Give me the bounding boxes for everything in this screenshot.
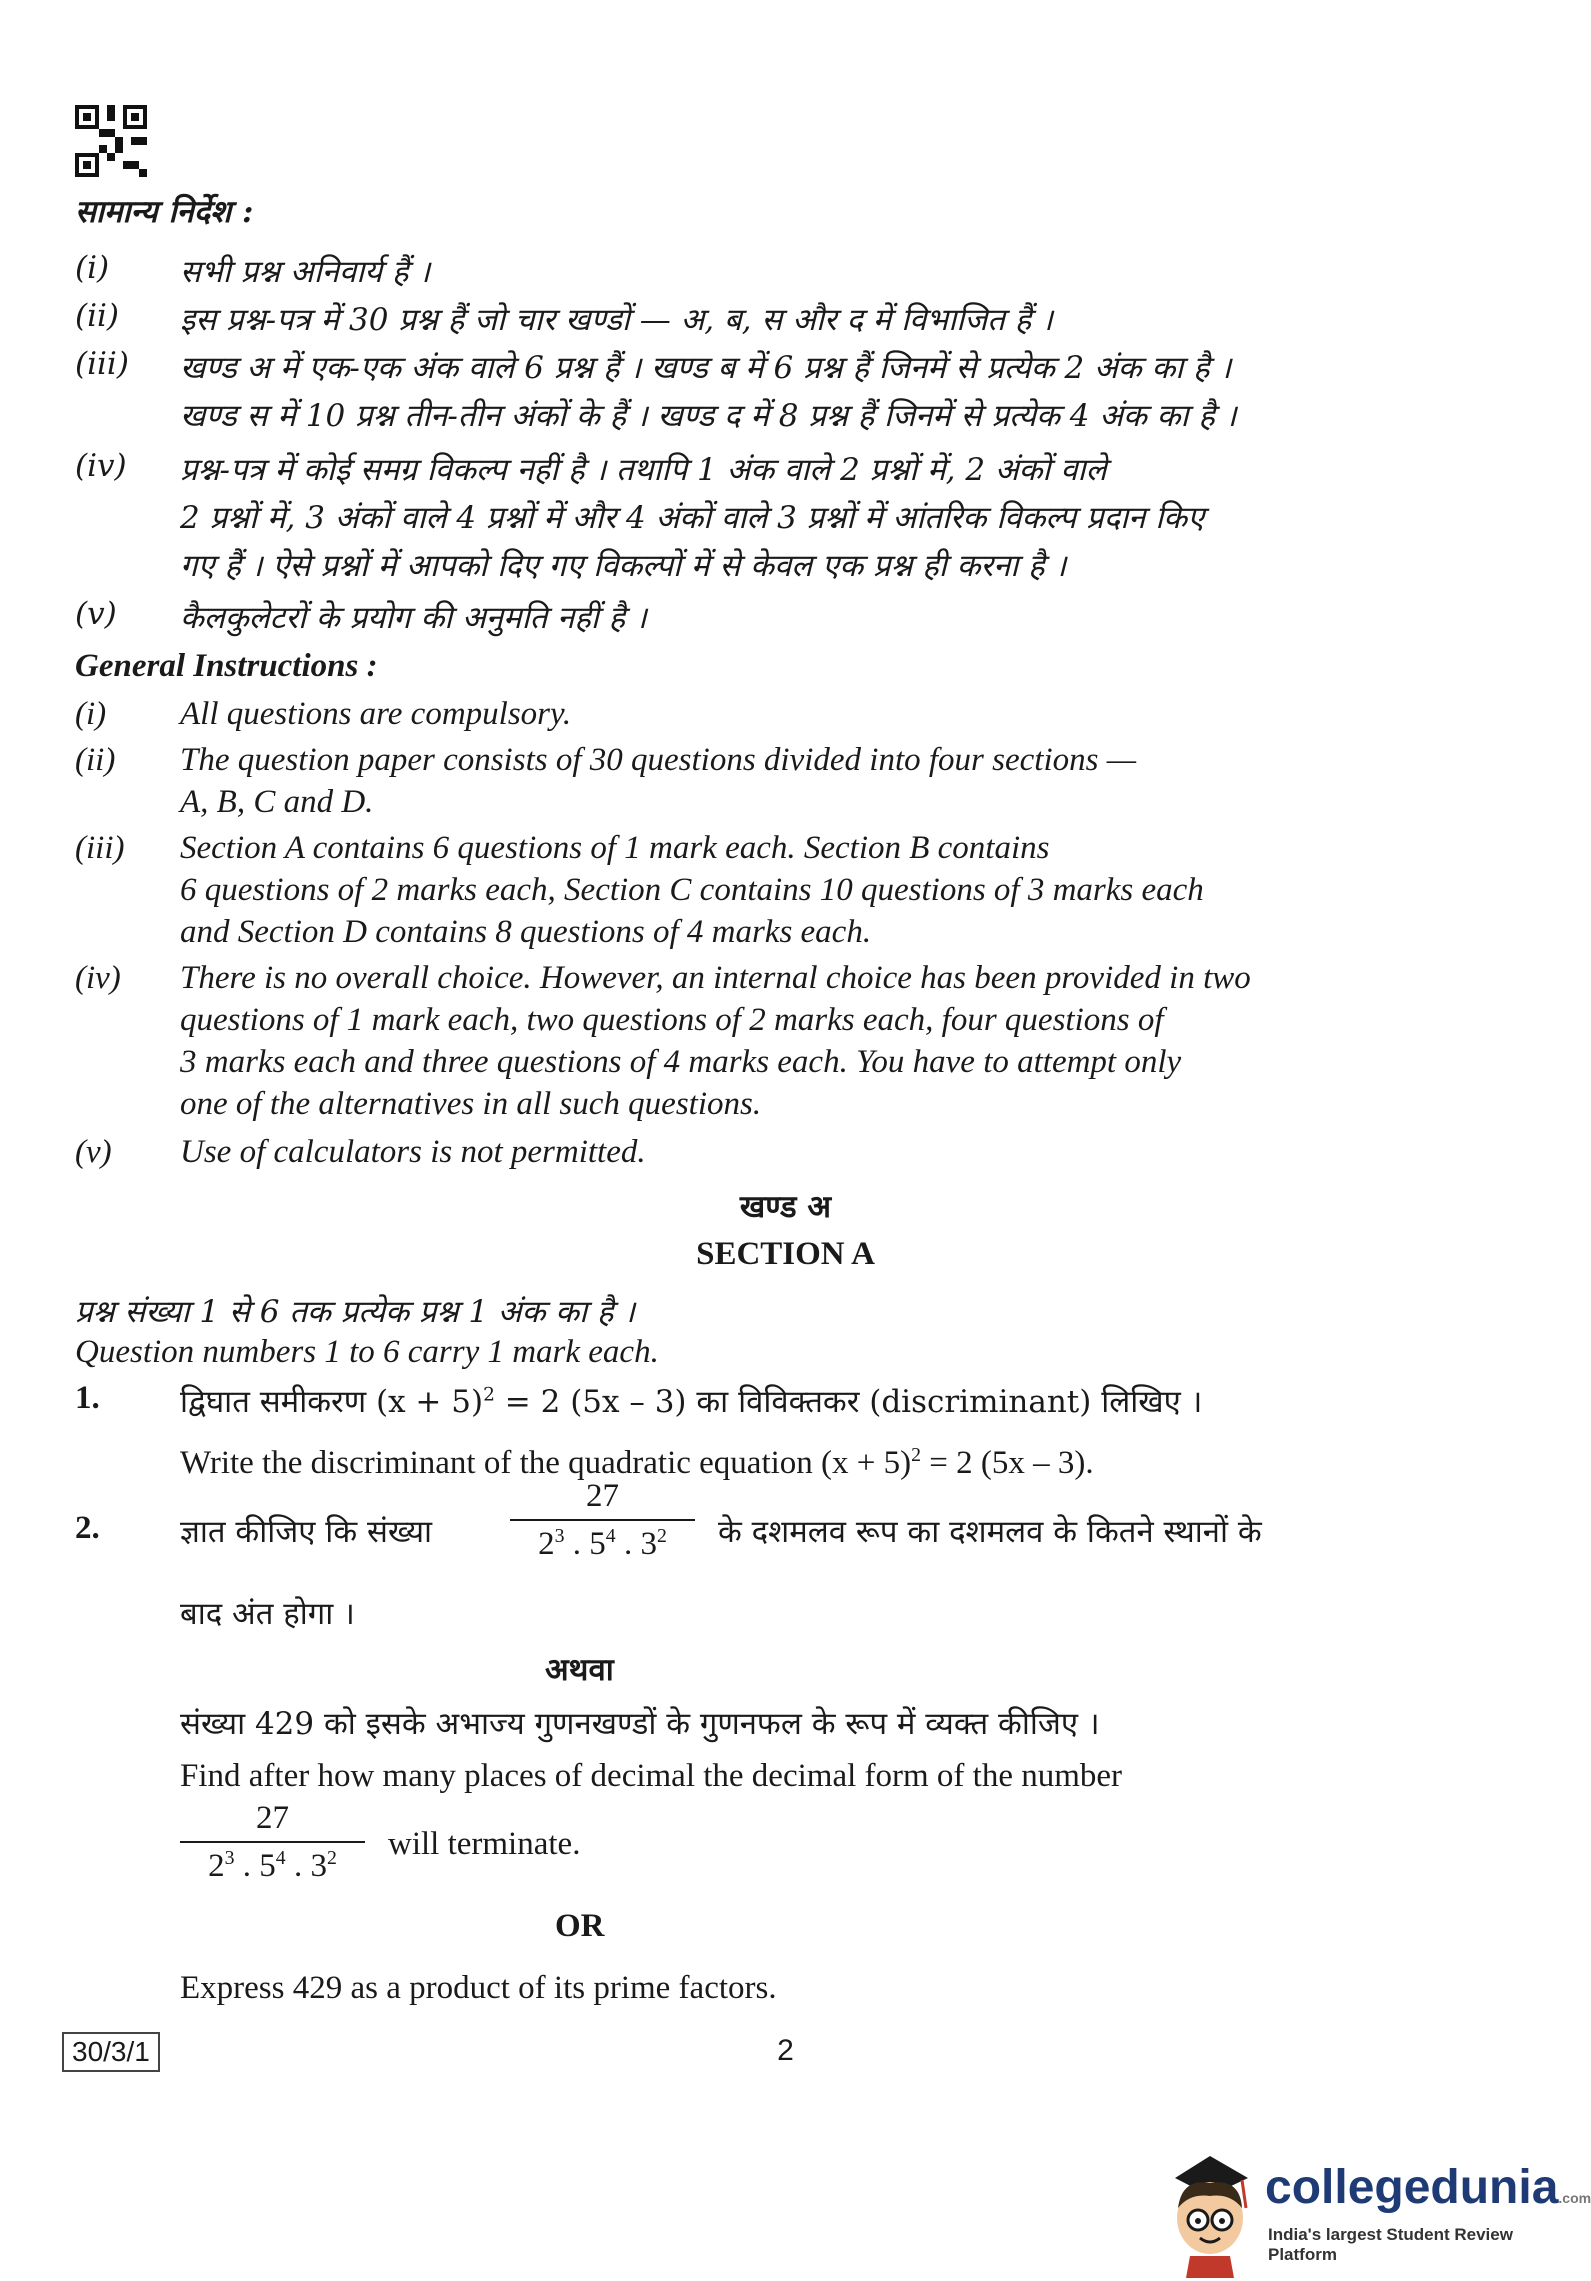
english-item-text: Use of calculators is not permitted. bbox=[180, 1134, 646, 1170]
english-item-num: (ii) bbox=[75, 742, 116, 778]
hindi-item-text: खण्ड स में 10 प्रश्न तीन-तीन अंकों के हैं । खण्ड द में 8 प्रश्न हैं जिनमें से प्रत्येक 4 अंक का है । bbox=[180, 398, 1237, 434]
hindi-item-num: (i) bbox=[75, 250, 110, 286]
q2-hindi-text: के दशमलव रूप का दशमलव के कितने स्थानों के bbox=[718, 1514, 1262, 1550]
q2-english-text: will terminate. bbox=[388, 1826, 581, 1862]
hindi-item-num: (v) bbox=[75, 596, 117, 632]
english-instructions-title: General Instructions : bbox=[75, 648, 378, 684]
section-hindi-title: खण्ड अ bbox=[739, 1189, 832, 1225]
or-english: OR bbox=[555, 1908, 605, 1944]
q2-hindi-text: ज्ञात कीजिए कि संख्या bbox=[180, 1514, 433, 1550]
english-item-text: A, B, C and D. bbox=[180, 784, 374, 820]
section-english-note: Question numbers 1 to 6 carry 1 mark each. bbox=[75, 1334, 659, 1370]
english-item-num: (v) bbox=[75, 1134, 112, 1170]
hindi-item-text: खण्ड अ में एक-एक अंक वाले 6 प्रश्न हैं । खण्ड ब में 6 प्रश्न हैं जिनमें से प्रत्येक 2 अंक का है । bbox=[180, 350, 1232, 386]
qr-code bbox=[75, 105, 147, 177]
collegedunia-tagline: India's largest Student Review Platform bbox=[1268, 2225, 1513, 2264]
section-hindi-note: प्रश्न संख्या 1 से 6 तक प्रत्येक प्रश्न 1 अंक का है । bbox=[75, 1294, 636, 1330]
hindi-item-num: (iii) bbox=[75, 346, 129, 382]
q2-english-alt: Express 429 as a product of its prime factors. bbox=[180, 1970, 777, 2006]
english-item-text: questions of 1 mark each, two questions of 2 marks each, four questions of bbox=[180, 1002, 1164, 1038]
hindi-item-text: 2 प्रश्नों में, 3 अंकों वाले 4 प्रश्नों में और 4 अंकों वाले 3 प्रश्नों में आंतरिक विकल्प प्रदान किए bbox=[180, 500, 1205, 536]
question-number: 2. bbox=[75, 1510, 100, 1546]
q2-hindi-alt: संख्या 429 को इसके अभाज्य गुणनखण्डों के गुणनफल के रूप में व्यक्त कीजिए । bbox=[180, 1706, 1100, 1742]
english-item-num: (i) bbox=[75, 696, 107, 732]
hindi-item-text: कैलकुलेटरों के प्रयोग की अनुमति नहीं है । bbox=[180, 600, 647, 636]
page-number: 2 bbox=[777, 2034, 794, 2067]
hindi-item-num: (ii) bbox=[75, 298, 120, 334]
paper-code: 30/3/1 bbox=[62, 2032, 160, 2072]
q2-hindi-text: बाद अंत होगा । bbox=[180, 1596, 355, 1632]
hindi-item-text: प्रश्न-पत्र में कोई समग्र विकल्प नहीं है । तथापि 1 अंक वाले 2 प्रश्नों में, 2 अंकों वाले bbox=[180, 452, 1107, 488]
hindi-instructions-title: सामान्य निर्देश : bbox=[75, 194, 254, 230]
english-item-text: and Section D contains 8 questions of 4 marks each. bbox=[180, 914, 872, 950]
section-english-title: SECTION A bbox=[696, 1236, 875, 1272]
collegedunia-mascot-icon bbox=[1160, 2138, 1260, 2278]
hindi-item-text: गए हैं । ऐसे प्रश्नों में आपको दिए गए विकल्पों में से केवल एक प्रश्न ही करना है । bbox=[180, 548, 1067, 584]
q2-fraction: 27 $2^3$ . $5^4$ . $3^2$ bbox=[180, 1800, 365, 1885]
english-item-text: There is no overall choice. However, an internal choice has been provided in two bbox=[180, 960, 1251, 996]
q2-english-text: Find after how many places of decimal the decimal form of the number bbox=[180, 1758, 1123, 1794]
q2-fraction: 27 $2^3$ . $5^4$ . $3^2$ bbox=[510, 1478, 695, 1563]
hindi-item-text: सभी प्रश्न अनिवार्य हैं । bbox=[180, 254, 431, 290]
english-item-num: (iii) bbox=[75, 830, 125, 866]
english-item-text: Section A contains 6 questions of 1 mark each. Section B contains bbox=[180, 830, 1050, 866]
english-item-text: The question paper consists of 30 questions divided into four sections — bbox=[180, 742, 1137, 778]
english-item-text: All questions are compulsory. bbox=[180, 696, 572, 732]
english-item-text: one of the alternatives in all such questions. bbox=[180, 1086, 762, 1122]
english-item-text: 6 questions of 2 marks each, Section C contains 10 questions of 3 marks each bbox=[180, 872, 1204, 908]
question-number: 1. bbox=[75, 1380, 100, 1416]
hindi-item-text: इस प्रश्न-पत्र में 30 प्रश्न हैं जो चार खण्डों — अ, ब, स और द में विभाजित हैं । bbox=[180, 302, 1053, 338]
hindi-item-num: (iv) bbox=[75, 448, 127, 484]
q1-english-text: Write the discriminant of the quadratic equation $(x + 5)^2 = 2$ (5x – 3). bbox=[180, 1444, 1094, 1481]
or-hindi: अथवा bbox=[545, 1652, 614, 1688]
english-item-text: 3 marks each and three questions of 4 marks each. You have to attempt only bbox=[180, 1044, 1182, 1080]
english-item-num: (iv) bbox=[75, 960, 121, 996]
q1-hindi-text: द्विघात समीकरण $(x + 5)^2 = 2$ (5x – 3) का विविक्तकर (discriminant) लिखिए । bbox=[180, 1384, 1203, 1420]
collegedunia-logo: collegedunia.com bbox=[1265, 2161, 1591, 2214]
